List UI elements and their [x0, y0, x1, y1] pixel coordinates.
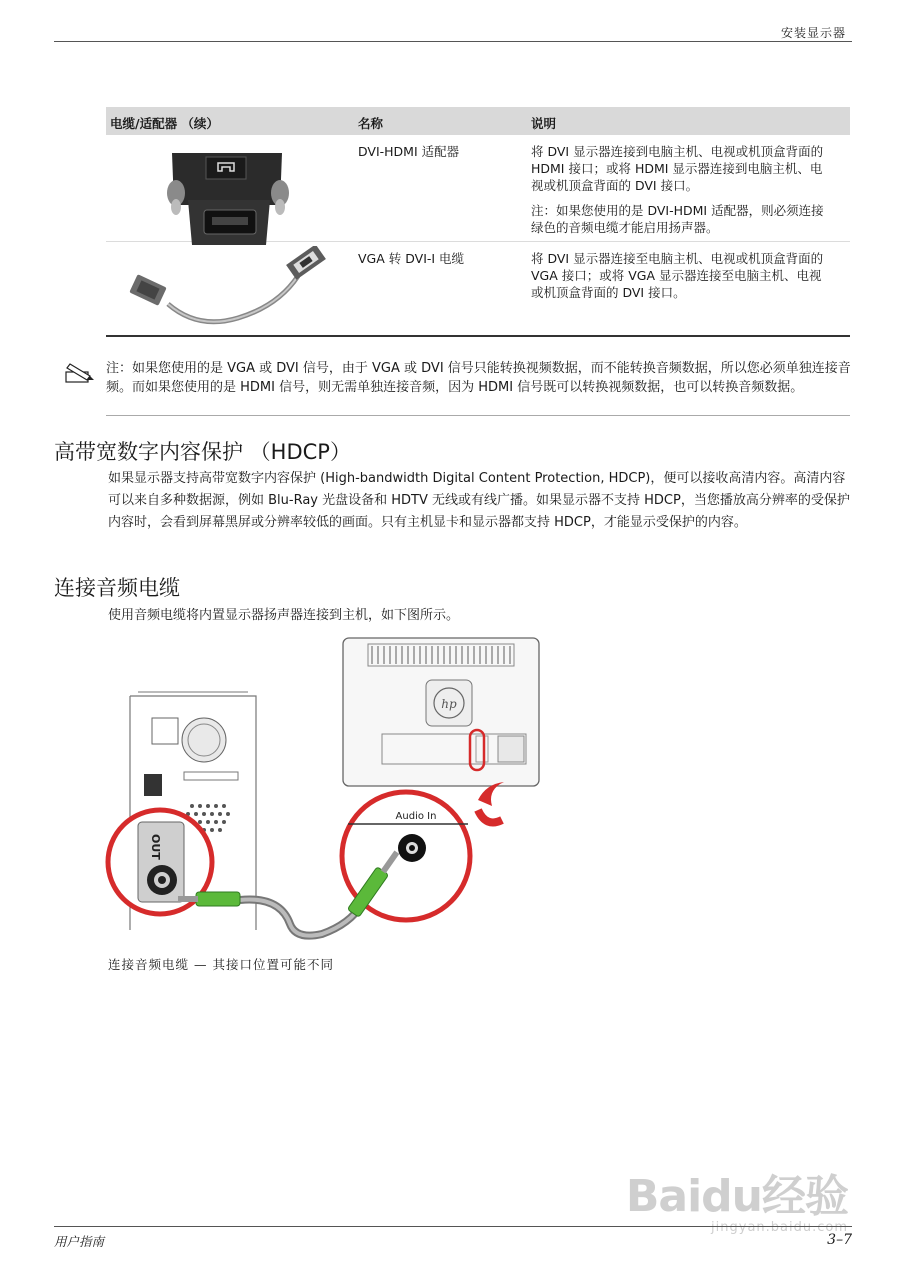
row1-name: DVI-HDMI 适配器: [358, 144, 460, 159]
page-number: 3–7: [827, 1232, 852, 1248]
header-name: 名称: [358, 116, 384, 131]
row2-name: VGA 转 DVI-I 电缆: [358, 251, 465, 266]
watermark-logo: Baidu经验: [625, 1171, 848, 1222]
row1-desc-text: 将 DVI 显示器连接到电脑主机、电视或机顶盒背面的 HDMI 接口；或将 HDMI 显示器连接到电脑主机、电视或机顶盒背面的 DVI 接口。: [531, 144, 824, 193]
monitor-back-illustration: [343, 638, 539, 822]
vga-dvi-cable-image: [128, 246, 328, 332]
hp-logo: hp: [441, 697, 457, 711]
header-rule: [54, 41, 852, 42]
watermark-url: jingyan.baidu.com: [711, 1220, 848, 1235]
cable-table: [106, 107, 850, 337]
running-header: 安装显示器: [780, 26, 846, 40]
row2-description: 将 DVI 显示器连接至电脑主机、电视或机顶盒背面的 VGA 接口；或将 VGA 显示器连接至电脑主机、电视或机顶盒背面的 DVI 接口。: [531, 251, 824, 300]
footer-title: 用户指南: [54, 1234, 105, 1249]
out-label: OUT: [149, 834, 162, 860]
section-title-hdcp: 高带宽数字内容保护 （HDCP）: [54, 440, 351, 464]
figure-caption: 连接音频电缆 — 其接口位置可能不同: [108, 957, 334, 972]
hdcp-paragraph: 如果显示器支持高带宽数字内容保护 (High-bandwidth Digital Content Protection, HDCP)，便可以接收高清内容。高清内容可以来自多种数据源，例如 Blu-Ray 光盘设备和 HDTV 无线或有线广播。如果显示器不支持 HDCP，当您播放高分辨率的受保护内容时，会看到屏幕黑屏或分辨率较低的画面。只有主机显卡和显示器都支持 HDCP，才能显示受保护的内容。: [108, 471, 850, 530]
header-cable: 电缆/适配器 （续）: [110, 116, 219, 131]
row1-description: [531, 143, 831, 244]
header-description: 说明: [531, 116, 557, 131]
footer-rule: [54, 1226, 852, 1227]
dvi-hdmi-adapter-image: [162, 145, 302, 249]
table-row: [106, 242, 850, 337]
note-box: [62, 352, 850, 418]
row1-desc-note: 注：如果您使用的是 DVI-HDMI 适配器，则必须连接绿色的音频电缆才能启用扬声器。: [531, 203, 824, 235]
table-row: [106, 135, 850, 242]
audio-paragraph: 使用音频电缆将内置显示器扬声器连接到主机，如下图所示。: [108, 608, 460, 623]
audio-connection-figure: [100, 634, 540, 944]
note-text: 注：如果您使用的是 VGA 或 DVI 信号，由于 VGA 或 DVI 信号只能转换视频数据，而不能转换音频数据，所以您必须单独连接音频。而如果您使用的是 HDMI 信号，则无需单独连接音频，因为 HDMI 信号既可以转换视频数据，也可以转换音频数据。: [106, 361, 851, 395]
note-rule: [106, 415, 850, 416]
pencil-icon: [64, 358, 96, 384]
table-header: [106, 107, 850, 135]
audio-in-label: Audio In: [395, 811, 437, 822]
section-title-audio: 连接音频电缆: [54, 576, 180, 600]
baidu-watermark: [626, 1160, 848, 1235]
